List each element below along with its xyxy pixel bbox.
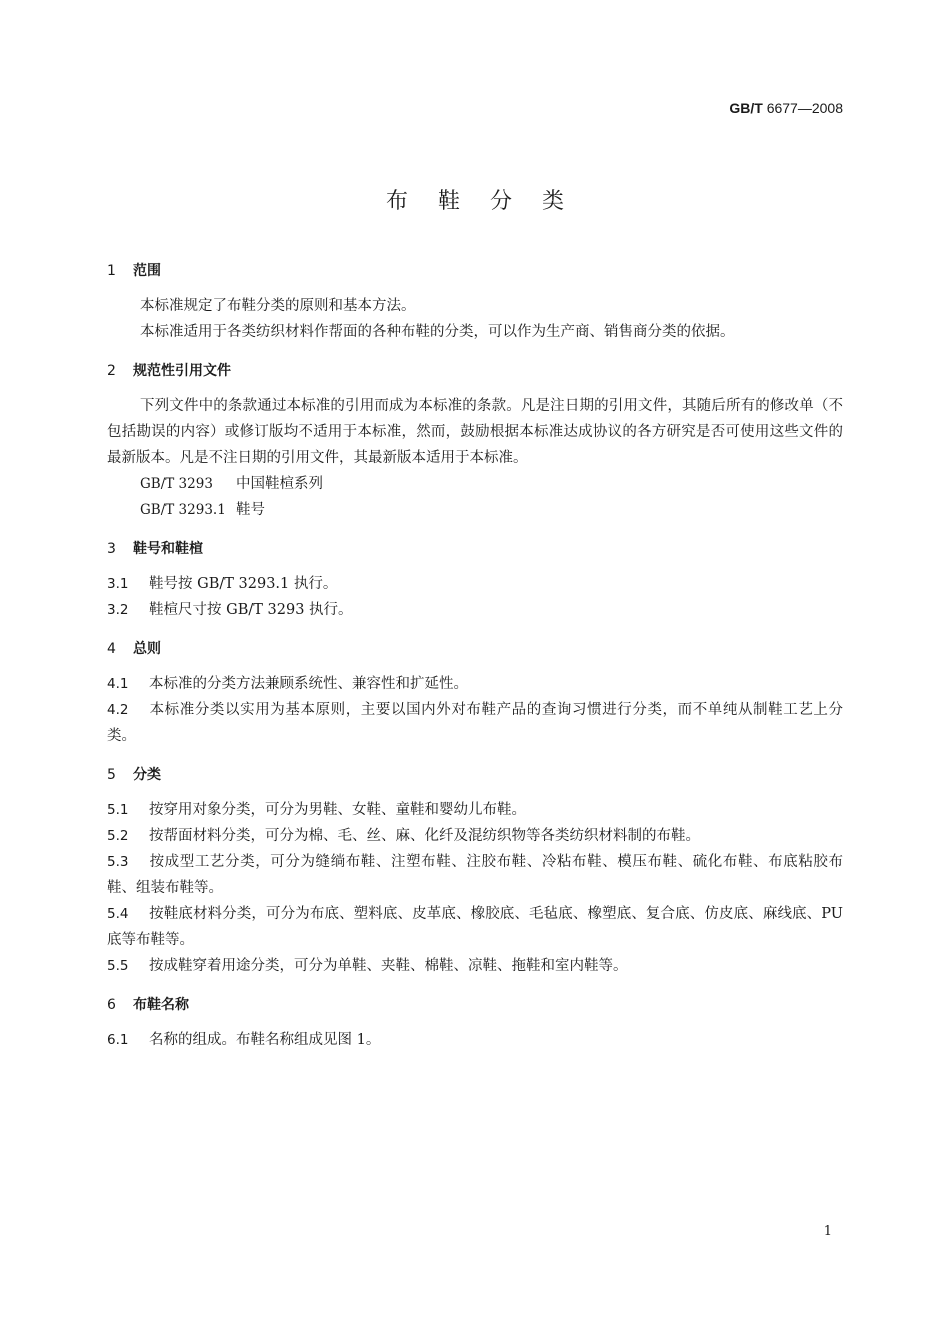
section-heading-normative-references: 2 规范性引用文件	[107, 363, 231, 379]
section-heading-shoe-size-and-last: 3 鞋号和鞋楦	[107, 541, 203, 557]
section-heading-scope: 1 范围	[107, 263, 161, 279]
section-heading-general: 4 总则	[107, 641, 161, 657]
paragraph: 本标准规定了布鞋分类的原则和基本方法。	[140, 298, 416, 314]
clause: 3.1 鞋号按 GB/T 3293.1 执行。	[107, 576, 338, 592]
document-body	[107, 259, 843, 1053]
paragraph: 本标准适用于各类纺织材料作帮面的各种布鞋的分类，可以作为生产商、销售商分类的依据。	[140, 324, 735, 340]
section-heading-cloth-shoe-name: 6 布鞋名称	[107, 997, 189, 1013]
clause: 5.3 按成型工艺分类，可分为缝绱布鞋、注塑布鞋、注胶布鞋、冷粘布鞋、模压布鞋、硫化布鞋、布底粘胶布鞋、组装布鞋等。	[107, 854, 843, 896]
clause: 3.2 鞋楦尺寸按 GB/T 3293 执行。	[107, 602, 353, 618]
clause: 5.4 按鞋底材料分类，可分为布底、塑料底、皮革底、橡胶底、毛毡底、橡塑底、复合底、仿皮底、麻线底、PU 底等布鞋等。	[107, 906, 843, 948]
standard-code	[729, 100, 843, 116]
clause: 6.1 名称的组成。布鞋名称组成见图 1。	[107, 1032, 381, 1048]
standard-number: 6677—2008	[766, 100, 843, 116]
document-title: 布鞋分类	[385, 189, 594, 214]
reference-item: GB/T 3293.1 鞋号	[140, 502, 265, 518]
standard-prefix: GB/T	[729, 100, 763, 116]
clause: 5.1 按穿用对象分类，可分为男鞋、女鞋、童鞋和婴幼儿布鞋。	[107, 802, 526, 818]
clause: 5.2 按帮面材料分类，可分为棉、毛、丝、麻、化纤及混纺织物等各类纺织材料制的布鞋。	[107, 828, 700, 844]
section-heading-classification: 5 分类	[107, 767, 161, 783]
reference-item: GB/T 3293 中国鞋楦系列	[140, 476, 323, 492]
clause: 5.5 按成鞋穿着用途分类，可分为单鞋、夹鞋、棉鞋、凉鞋、拖鞋和室内鞋等。	[107, 958, 628, 974]
clause: 4.1 本标准的分类方法兼顾系统性、兼容性和扩延性。	[107, 676, 468, 692]
clause: 4.2 本标准分类以实用为基本原则，主要以国内外对布鞋产品的查询习惯进行分类，而不单纯从制鞋工艺上分类。	[107, 702, 843, 744]
page-number: 1	[823, 1224, 832, 1239]
paragraph: 下列文件中的条款通过本标准的引用而成为本标准的条款。凡是注日期的引用文件，其随后所有的修改单（不包括勘误的内容）或修订版均不适用于本标准，然而，鼓励根据本标准达成协议的各方研究是否可使用这些文件的最新版本。凡是不注日期的引用文件，其最新版本适用于本标准。	[107, 398, 843, 466]
